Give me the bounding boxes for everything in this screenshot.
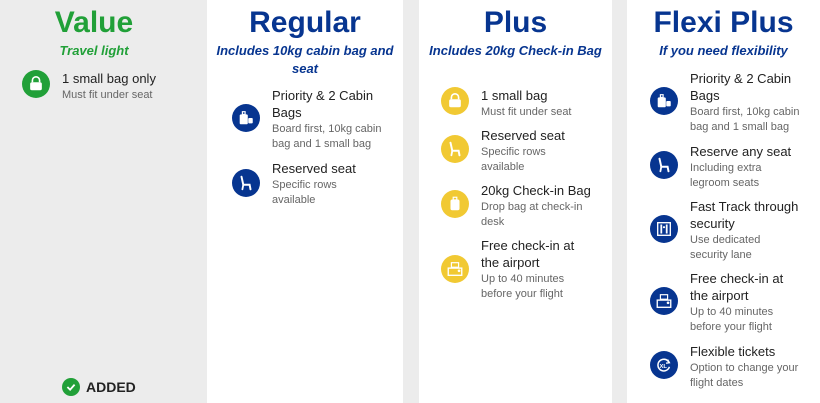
- feature-item: [650, 143, 791, 191]
- feature-name: 1 small bag only: [62, 71, 156, 86]
- feature-name: Flexible tickets: [690, 344, 776, 359]
- feature-name: Reserved seat: [272, 161, 356, 176]
- feature-desc: Option to change your flight dates: [690, 362, 799, 389]
- feature-name: 1 small bag: [481, 88, 548, 103]
- feature-desc: Including extra legroom seats: [690, 162, 762, 189]
- fare-subtitle: Travel light: [59, 43, 129, 58]
- value-fare-column[interactable]: [0, 0, 188, 403]
- seat-icon: [232, 169, 260, 197]
- fare-subtitle: Includes 20kg Check-in Bag: [429, 43, 602, 58]
- feature-name: Reserved seat: [481, 128, 565, 143]
- feature-item: [441, 237, 591, 302]
- seat-icon: [441, 135, 469, 163]
- feature-item: [441, 87, 572, 120]
- feature-desc: Drop bag at check-in desk: [481, 201, 583, 228]
- checkmark-icon: [62, 378, 80, 396]
- cabin-bags-icon: [650, 87, 678, 115]
- feature-name: Free check-in at the airport: [690, 271, 784, 303]
- feature-item: [650, 70, 808, 135]
- regular-fare-column[interactable]: [207, 0, 403, 403]
- feature-name: Reserve any seat: [690, 144, 792, 159]
- feature-desc: Up to 40 minutes before your flight: [690, 306, 774, 333]
- checkin-desk-icon: [441, 255, 469, 283]
- flexible-ticket-icon: [650, 351, 678, 379]
- feature-item: [650, 343, 808, 391]
- added-label: ADDED: [86, 379, 136, 395]
- fare-subtitle: If you need flexibility: [659, 43, 788, 58]
- fare-title: Flexi Plus: [653, 6, 794, 39]
- checkin-desk-icon: [650, 287, 678, 315]
- feature-name: Priority & 2 Cabin Bags: [690, 71, 792, 103]
- feature-item: [650, 198, 805, 263]
- feature-desc: Specific rows available: [481, 146, 546, 173]
- seat-icon: [650, 151, 678, 179]
- small-bag-icon: [441, 87, 469, 115]
- feature-name: 20kg Check-in Bag: [481, 183, 591, 198]
- flexi-plus-fare-column[interactable]: [627, 0, 820, 403]
- fare-subtitle: Includes 10kg cabin bag and seat: [216, 43, 394, 76]
- fare-title: Value: [54, 6, 134, 39]
- feature-item: [650, 270, 800, 335]
- added-status: [62, 378, 136, 396]
- small-bag-icon: [22, 70, 50, 98]
- fast-track-icon: [650, 215, 678, 243]
- feature-name: Fast Track through security: [690, 199, 799, 231]
- feature-desc: Must fit under seat: [62, 89, 153, 101]
- feature-name: Priority & 2 Cabin Bags: [272, 88, 374, 120]
- feature-item: [232, 87, 390, 152]
- feature-desc: Board first, 10kg cabin bag and 1 small bag: [272, 123, 382, 150]
- feature-desc: Up to 40 minutes before your flight: [481, 273, 565, 300]
- fare-title: Regular: [249, 6, 361, 39]
- feature-item: [441, 127, 565, 175]
- feature-desc: Board first, 10kg cabin bag and 1 small bag: [690, 106, 800, 133]
- feature-desc: Use dedicated security lane: [690, 234, 761, 261]
- feature-item: [441, 182, 593, 230]
- feature-desc: Specific rows available: [272, 179, 337, 206]
- feature-item: [232, 160, 356, 208]
- plus-fare-column[interactable]: [419, 0, 612, 403]
- cabin-bags-icon: [232, 104, 260, 132]
- svg-text:XL: XL: [659, 364, 667, 371]
- feature-desc: Must fit under seat: [481, 106, 572, 118]
- feature-name: Free check-in at the airport: [481, 238, 575, 270]
- feature-item: [22, 70, 156, 103]
- checkin-bag-icon: [441, 190, 469, 218]
- fare-title: Plus: [483, 6, 548, 39]
